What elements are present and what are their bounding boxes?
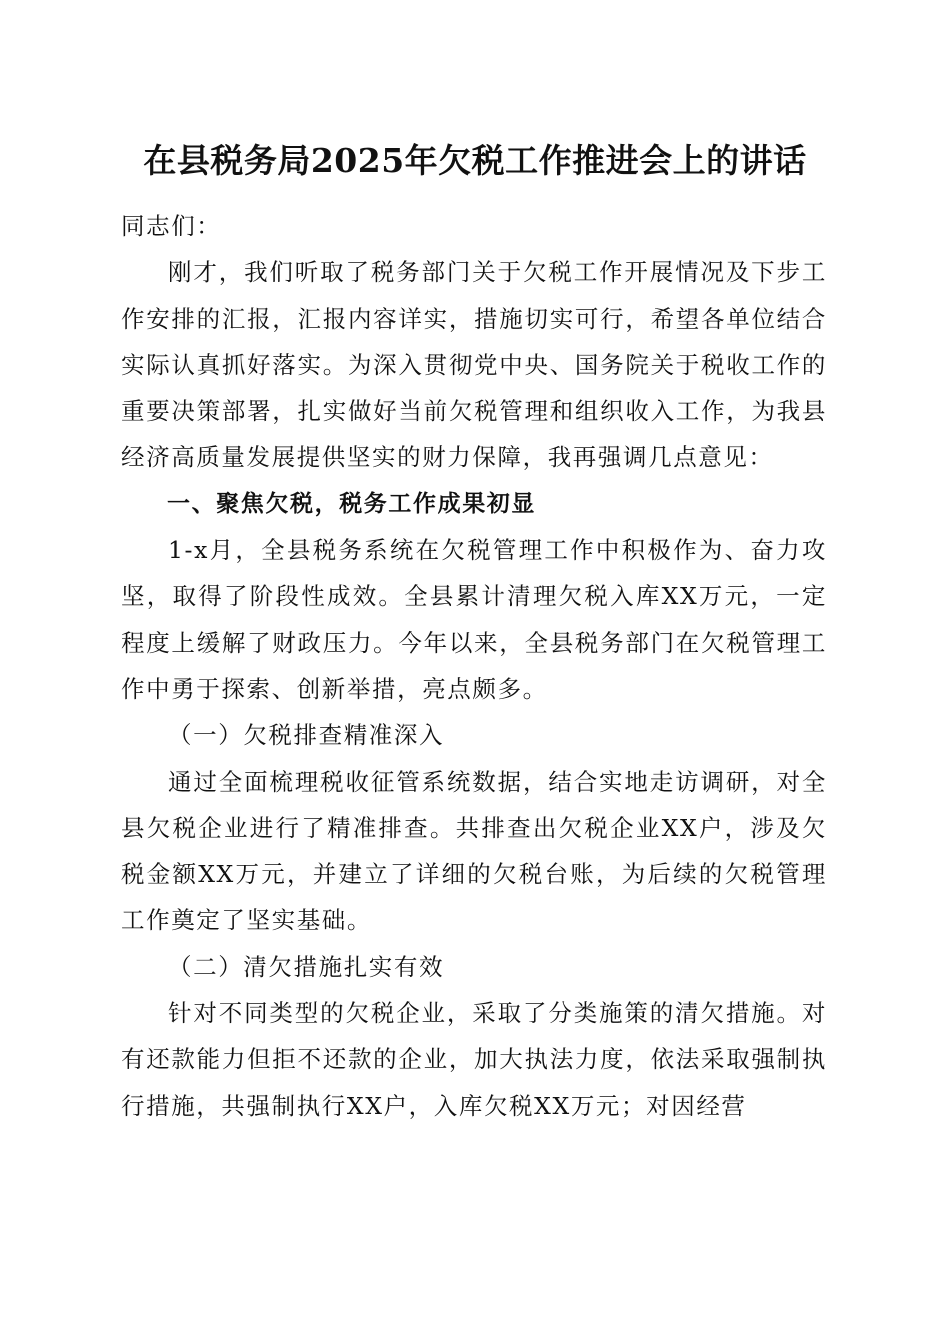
document-body	[121, 203, 827, 1129]
subsection-heading-1: （一）欠税排查精准深入	[168, 721, 445, 750]
document-title: 在县税务局2025年欠税工作推进会上的讲话	[143, 141, 807, 180]
salutation: 同志们：	[121, 212, 222, 240]
opening-paragraph: 刚才，我们听取了税务部门关于欠税工作开展情况及下步工作安排的汇报，汇报内容详实，措施切实可行，希望各单位结合实际认真抓好落实。为深入贯彻党中央、国务院关于税收工作的重要决策部署，扎实做好当前欠税管理和组织收入工作，为我县经济高质量发展提供坚实的财力保障，我再强调几点意见：	[121, 258, 827, 472]
section-heading-1: 一、聚焦欠税，税务工作成果初显	[167, 490, 536, 517]
section-1-paragraph: 1-x月，全县税务系统在欠税管理工作中积极作为、奋力攻坚，取得了阶段性成效。全县累计清理欠税入库XX万元，一定程度上缓解了财政压力。今年以来，全县税务部门在欠税管理工作中勇于探索、创新举措，亮点颇多。	[121, 536, 827, 703]
subsection-2-paragraph: 针对不同类型的欠税企业，采取了分类施策的清欠措施。对有还款能力但拒不还款的企业，加大执法力度，依法采取强制执行措施，共强制执行XX户，入库欠税XX万元；对因经营	[121, 999, 827, 1120]
subsection-heading-2: （二）清欠措施扎实有效	[168, 952, 445, 981]
subsection-1-paragraph: 通过全面梳理税收征管系统数据，结合实地走访调研，对全县欠税企业进行了精准排查。共排查出欠税企业XX户，涉及欠税金额XX万元，并建立了详细的欠税台账，为后续的欠税管理工作奠定了坚实基础。	[121, 767, 827, 935]
